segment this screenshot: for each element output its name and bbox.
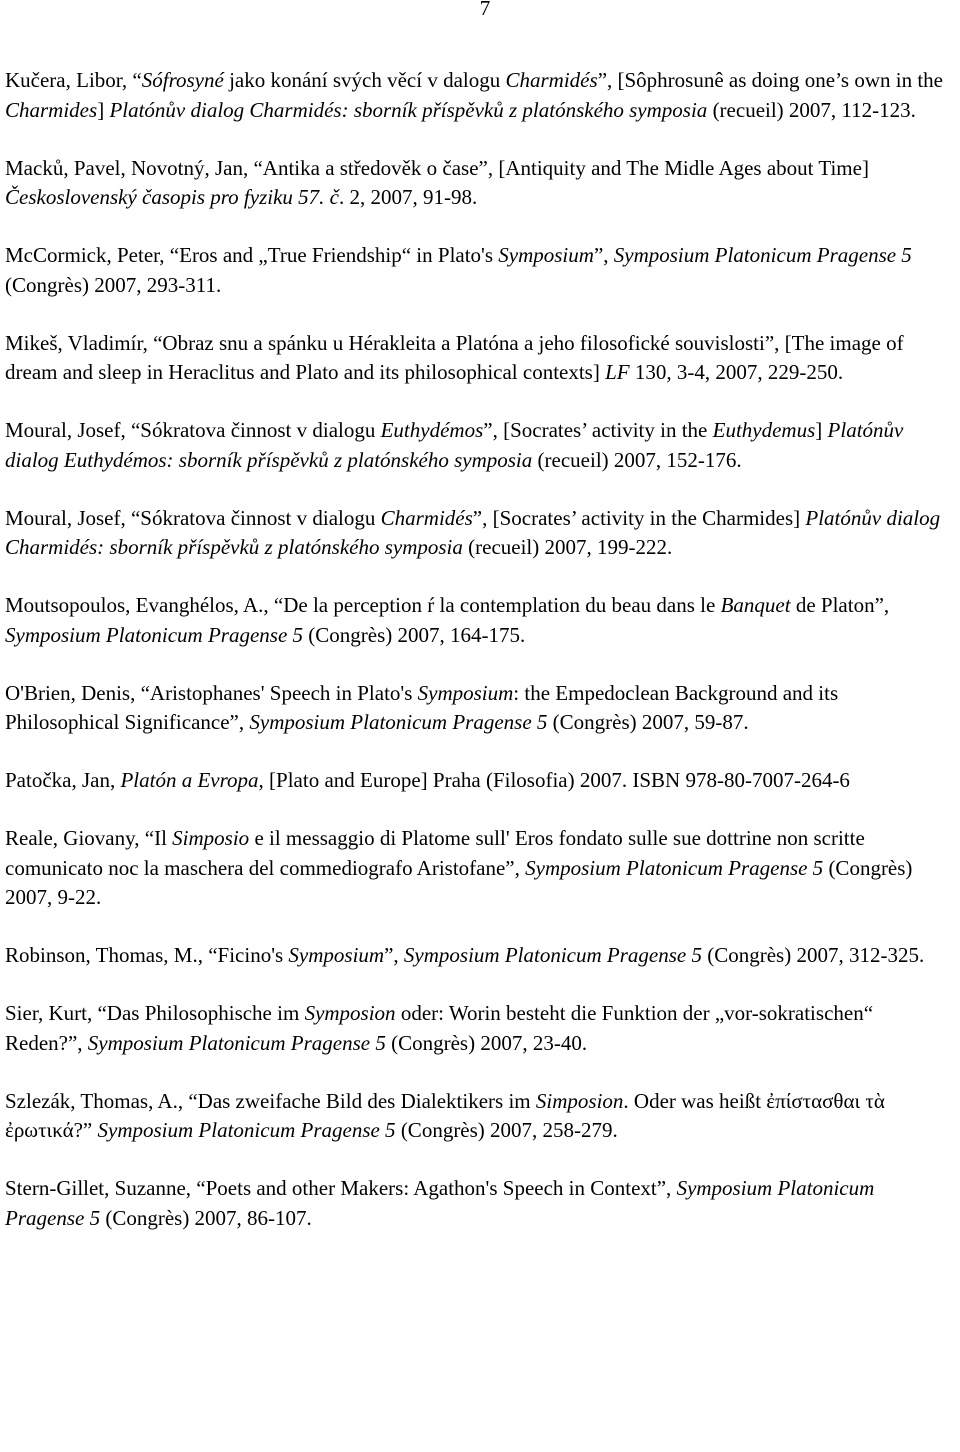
italic-title-text: Symposium Platonicum Pragense 5 [613,243,912,267]
entry-text: ”, [593,243,614,267]
bibliography-entry [5,504,955,563]
italic-title-text: Platón a Evropa [120,768,259,792]
entry-text: , [Plato and Europe] Praha (Filosofia) 2007. ISBN 978-80-7007-264-6 [258,768,850,792]
bibliography-entry [5,154,955,213]
page-number: 7 [479,0,491,20]
bibliography-entry [5,591,955,650]
italic-title-text: Československý časopis pro fyziku 57. č [5,185,339,209]
italic-title-text: LF [605,360,630,384]
italic-title-text: Banquet [720,593,791,617]
entry-text: ”, [Socrates’ activity in the Charmides] [472,505,806,530]
italic-title-text: Symposium Platonicum Pragense 5 [525,855,824,880]
entry-text: Moural, Josef, “Sókratova činnost v dialogu [5,505,381,530]
bibliography-entry [5,416,955,475]
bibliography-entry [5,241,955,300]
entry-text: de Platon”, [790,593,890,617]
entry-text: (recueil) 2007, 199-222. [462,535,673,559]
bibliography-list [5,66,955,1262]
italic-title-text: Symposium Platonicum Pragense 5 [5,622,304,647]
entry-text: (recueil) 2007, 152-176. [532,447,742,472]
italic-title-text: Simposion [535,1088,624,1113]
italic-title-text: Symposium Platonicum Pragense 5 [5,1176,875,1230]
italic-title-text: Charmidés [505,68,598,92]
bibliography-entry [5,766,955,796]
entry-text: Stern-Gillet, Suzanne, “Poets and other Makers: Agathon's Speech in Context”, [5,1176,677,1200]
italic-title-text: Charmides [5,97,98,122]
entry-text: (Congrès) 2007, 312-325. [701,943,925,967]
entry-text: Moural, Josef, “Sókratova činnost v dialogu [5,418,381,442]
italic-title-text: Symposium [417,680,514,705]
entry-text: McCormick, Peter, “Eros and „True Friendship“ in Plato's [5,243,499,267]
italic-title-text: Euthydemus [712,418,816,442]
entry-text: ”, [384,943,404,967]
italic-title-text: Platónův dialog Charmidés: sborník příspěvků z platónského symposia [5,505,941,559]
italic-title-text: Euthydémos [380,418,484,442]
bibliography-entry [5,1174,955,1233]
entry-text: (Congrès) 2007, 23-40. [385,1030,588,1055]
bibliography-entry [5,66,955,125]
bibliography-entry [5,999,955,1058]
entry-text: ”, [Socrates’ activity in the [483,418,713,442]
entry-text: (recueil) 2007, 112-123. [707,97,916,122]
bibliography-entry [5,941,955,971]
entry-text: Mikeš, Vladimír, “Obraz snu a spánku u Hérakleita a Platóna a jeho filosofické souvislosti”, [The image of dream and sleep in Heraclitus and Plato and its philosophical contexts] [5,330,904,384]
italic-title-text: Symposium [498,243,594,267]
entry-text: Patočka, Jan, [5,768,121,792]
entry-text: Reale, Giovany, “Il [5,826,173,850]
entry-text: (Congrès) 2007, 164-175. [303,622,526,647]
bibliography-entry [5,329,955,388]
bibliography-entry [5,1087,955,1146]
entry-text: (Congrès) 2007, 59-87. [547,710,749,734]
entry-text: . Oder was heißt ἐπίστασθαι τὰ ἐρωτικά?” [5,1088,885,1142]
entry-text: 130, 3-4, 2007, 229-250. [629,360,844,384]
italic-title-text: Platónův dialog Euthydémos: sborník příspěvků z platónského symposia [5,418,904,472]
entry-text: . 2, 2007, 91-98. [338,185,478,209]
entry-text: (Congrès) 2007, 258-279. [395,1118,618,1142]
entry-text: Sier, Kurt, “Das Philosophische im [5,1001,305,1025]
italic-title-text: Platónův dialog Charmidés: sborník příspěvků z platónského symposia [109,97,708,122]
italic-title-text: Symposion [304,1001,396,1025]
entry-text: e il messaggio di Platome sull' Eros fondato sulle sue dottrine non scritte comunicato noc la maschera del commediografo Aristofane”, [5,826,865,880]
italic-title-text: Sófrosyné [141,68,224,92]
bibliography-entry [5,824,955,913]
entry-text: Kučera, Libor, “ [5,68,142,92]
entry-text: ”, [Sôphrosunê as doing one’s own in the [597,68,943,92]
entry-text: oder: Worin besteht die Funktion der „vor-sokratischen“ Reden?”, [5,1001,874,1055]
entry-text: Robinson, Thomas, M., “Ficino's [5,943,289,967]
entry-text: Szlezák, Thomas, A., “Das zweifache Bild des Dialektikers im [5,1088,536,1113]
entry-text: Moutsopoulos, Evanghélos, A., “De la perception ŕ la contemplation du beau dans le [5,593,721,617]
entry-text: : the Empedoclean Background and its Philosophical Significance”, [5,680,839,734]
entry-text: Macků, Pavel, Novotný, Jan, “Antika a středověk o čase”, [Antiquity and The Midle Ages about Time] [5,155,869,180]
entry-text: O'Brien, Denis, “Aristophanes' Speech in Plato's [5,680,418,705]
entry-text: ] [815,418,828,442]
italic-title-text: Symposium Platonicum Pragense 5 [249,710,548,734]
italic-title-text: Symposium Platonicum Pragense 5 [97,1118,396,1142]
italic-title-text: Charmidés [380,505,473,530]
entry-text: (Congrès) 2007, 86-107. [100,1205,312,1230]
bibliography-entry [5,679,955,738]
italic-title-text: Symposium Platonicum Pragense 5 [87,1030,386,1055]
entry-text: (Congrès) 2007, 293-311. [5,272,222,297]
italic-title-text: Symposium [288,943,385,967]
entry-text: (Congrès) 2007, 9-22. [5,855,913,909]
entry-text: ] [97,97,110,122]
entry-text: jako konání svých věcí v dalogu [223,68,506,92]
italic-title-text: Simposio [172,826,250,850]
italic-title-text: Symposium Platonicum Pragense 5 [403,943,702,967]
